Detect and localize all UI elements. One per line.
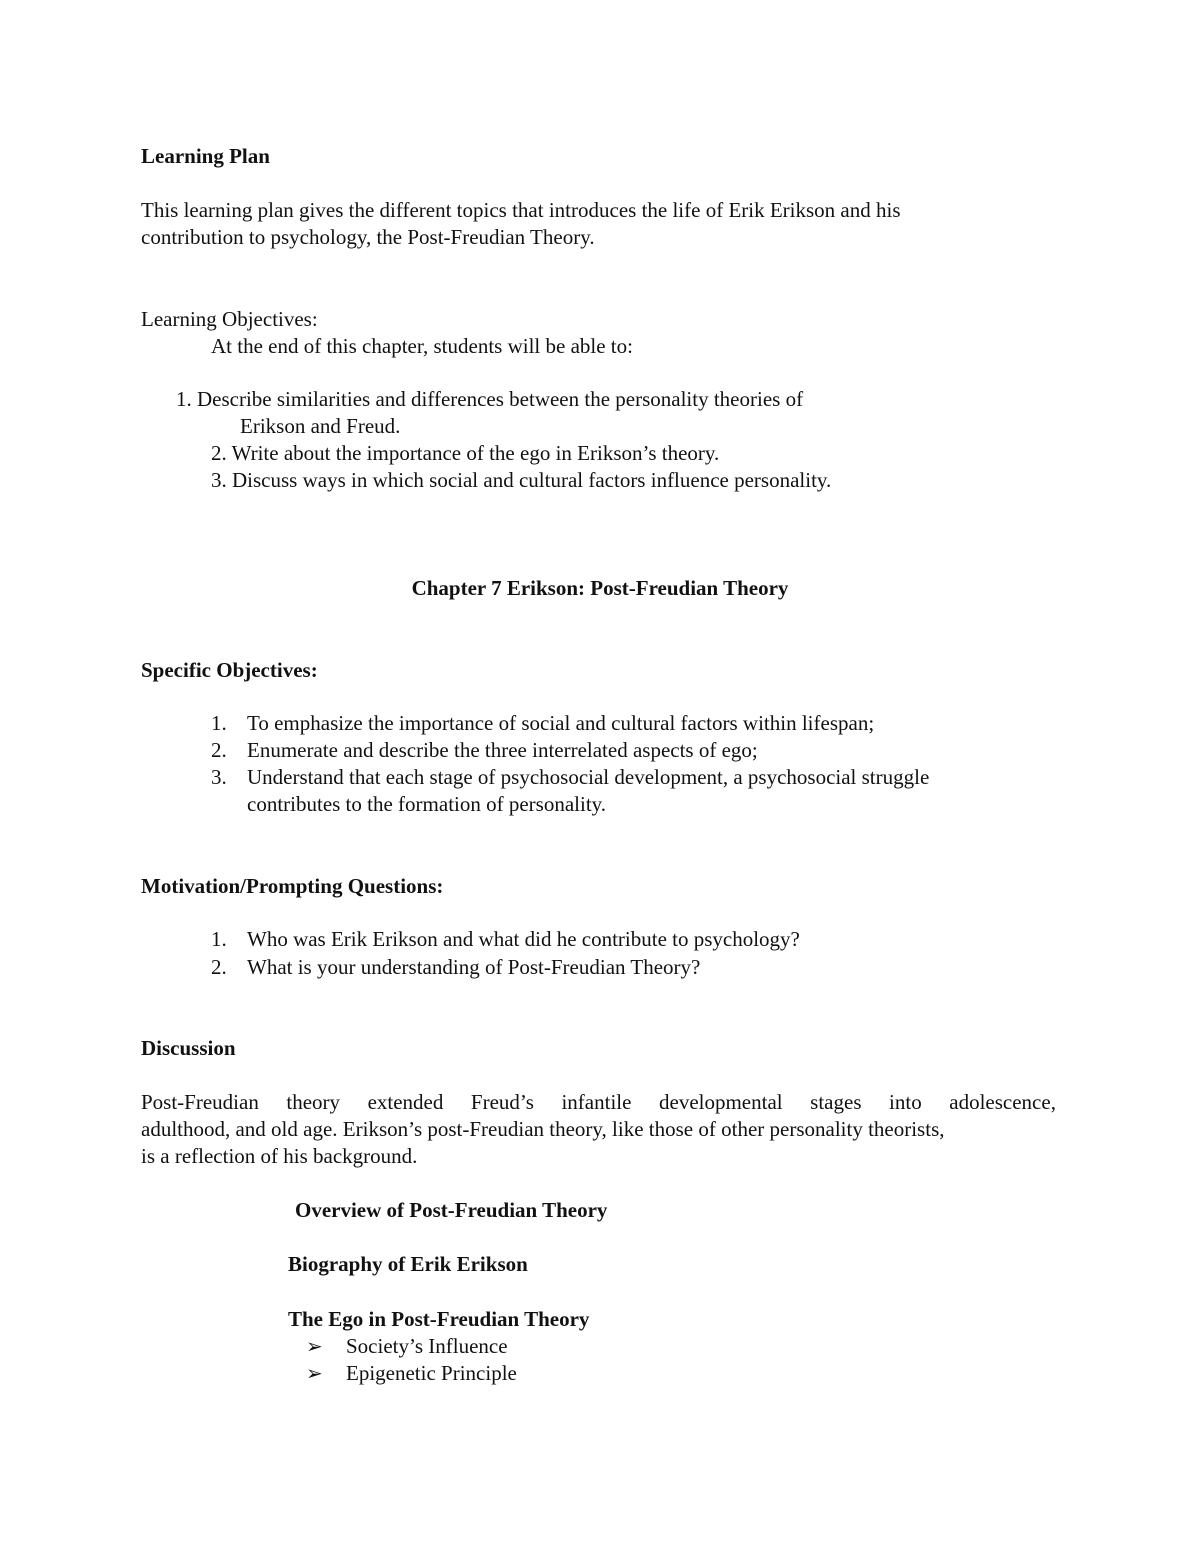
list-text: What is your understanding of Post-Freudian Theory? bbox=[247, 955, 701, 979]
list-item bbox=[211, 440, 719, 467]
motivation-heading: Motivation/Prompting Questions: bbox=[141, 874, 444, 898]
list-item bbox=[176, 386, 803, 413]
paragraph-word: Freud’s bbox=[470, 1090, 534, 1114]
list-item bbox=[211, 467, 831, 494]
discussion-heading: Discussion bbox=[141, 1036, 236, 1060]
list-number: 2. bbox=[211, 738, 227, 762]
list-item-continuation: Erikson and Freud. bbox=[240, 414, 401, 438]
paragraph-word: adolescence, bbox=[949, 1090, 1056, 1114]
learning-plan-intro-line-1: This learning plan gives the different topics that introduces the life of Erik Erikson and his bbox=[141, 198, 901, 222]
learning-objectives-label: Learning Objectives: bbox=[141, 307, 318, 331]
list-text: Understand that each stage of psychosocial development, a psychosocial struggle bbox=[247, 765, 930, 789]
arrow-bullet-icon: ➢ bbox=[306, 1361, 323, 1385]
list-item-continuation: contributes to the formation of personality. bbox=[247, 792, 607, 816]
list-number: 3. bbox=[211, 468, 227, 492]
biography-heading: Biography of Erik Erikson bbox=[288, 1252, 528, 1276]
paragraph-word: stages bbox=[810, 1090, 862, 1114]
discussion-paragraph-line-1 bbox=[141, 1089, 1056, 1116]
paragraph-word: developmental bbox=[659, 1090, 783, 1114]
learning-plan-intro-line-2: contribution to psychology, the Post-Freudian Theory. bbox=[141, 225, 595, 249]
list-text: Discuss ways in which social and cultural factors influence personality. bbox=[232, 468, 832, 492]
bullet-text: Epigenetic Principle bbox=[346, 1361, 517, 1385]
bullet-text: Society’s Influence bbox=[346, 1334, 508, 1358]
arrow-bullet-icon: ➢ bbox=[306, 1334, 323, 1358]
list-item bbox=[211, 926, 800, 953]
paragraph-word: Post-Freudian bbox=[141, 1090, 259, 1114]
list-text: Who was Erik Erikson and what did he contribute to psychology? bbox=[247, 927, 800, 951]
list-number: 2. bbox=[211, 441, 227, 465]
bullet-item bbox=[306, 1333, 508, 1360]
list-number: 1. bbox=[176, 387, 192, 411]
list-number: 1. bbox=[211, 927, 227, 951]
ego-heading: The Ego in Post-Freudian Theory bbox=[288, 1307, 590, 1331]
discussion-paragraph-line-2: adulthood, and old age. Erikson’s post-Freudian theory, like those of other personality theorists, bbox=[141, 1117, 945, 1141]
overview-heading: Overview of Post-Freudian Theory bbox=[295, 1198, 608, 1222]
list-item bbox=[211, 764, 929, 791]
list-item bbox=[211, 710, 874, 737]
specific-objectives-heading: Specific Objectives: bbox=[141, 658, 318, 682]
list-number: 2. bbox=[211, 955, 227, 979]
list-number: 1. bbox=[211, 711, 227, 735]
learning-plan-heading: Learning Plan bbox=[141, 144, 270, 168]
list-item bbox=[211, 737, 758, 764]
chapter-title: Chapter 7 Erikson: Post-Freudian Theory bbox=[411, 576, 789, 600]
list-text: Enumerate and describe the three interrelated aspects of ego; bbox=[247, 738, 758, 762]
paragraph-word: extended bbox=[367, 1090, 444, 1114]
learning-objectives-lead: At the end of this chapter, students will be able to: bbox=[211, 334, 633, 358]
discussion-paragraph-line-3: is a reflection of his background. bbox=[141, 1144, 418, 1168]
list-item bbox=[211, 954, 700, 981]
list-number: 3. bbox=[211, 765, 227, 789]
list-text: Write about the importance of the ego in Erikson’s theory. bbox=[231, 441, 720, 465]
paragraph-word: into bbox=[889, 1090, 922, 1114]
paragraph-word: theory bbox=[286, 1090, 341, 1114]
bullet-item bbox=[306, 1360, 517, 1387]
list-text: Describe similarities and differences between the personality theories of bbox=[197, 387, 804, 411]
list-text: To emphasize the importance of social and cultural factors within lifespan; bbox=[247, 711, 875, 735]
paragraph-word: infantile bbox=[561, 1090, 632, 1114]
